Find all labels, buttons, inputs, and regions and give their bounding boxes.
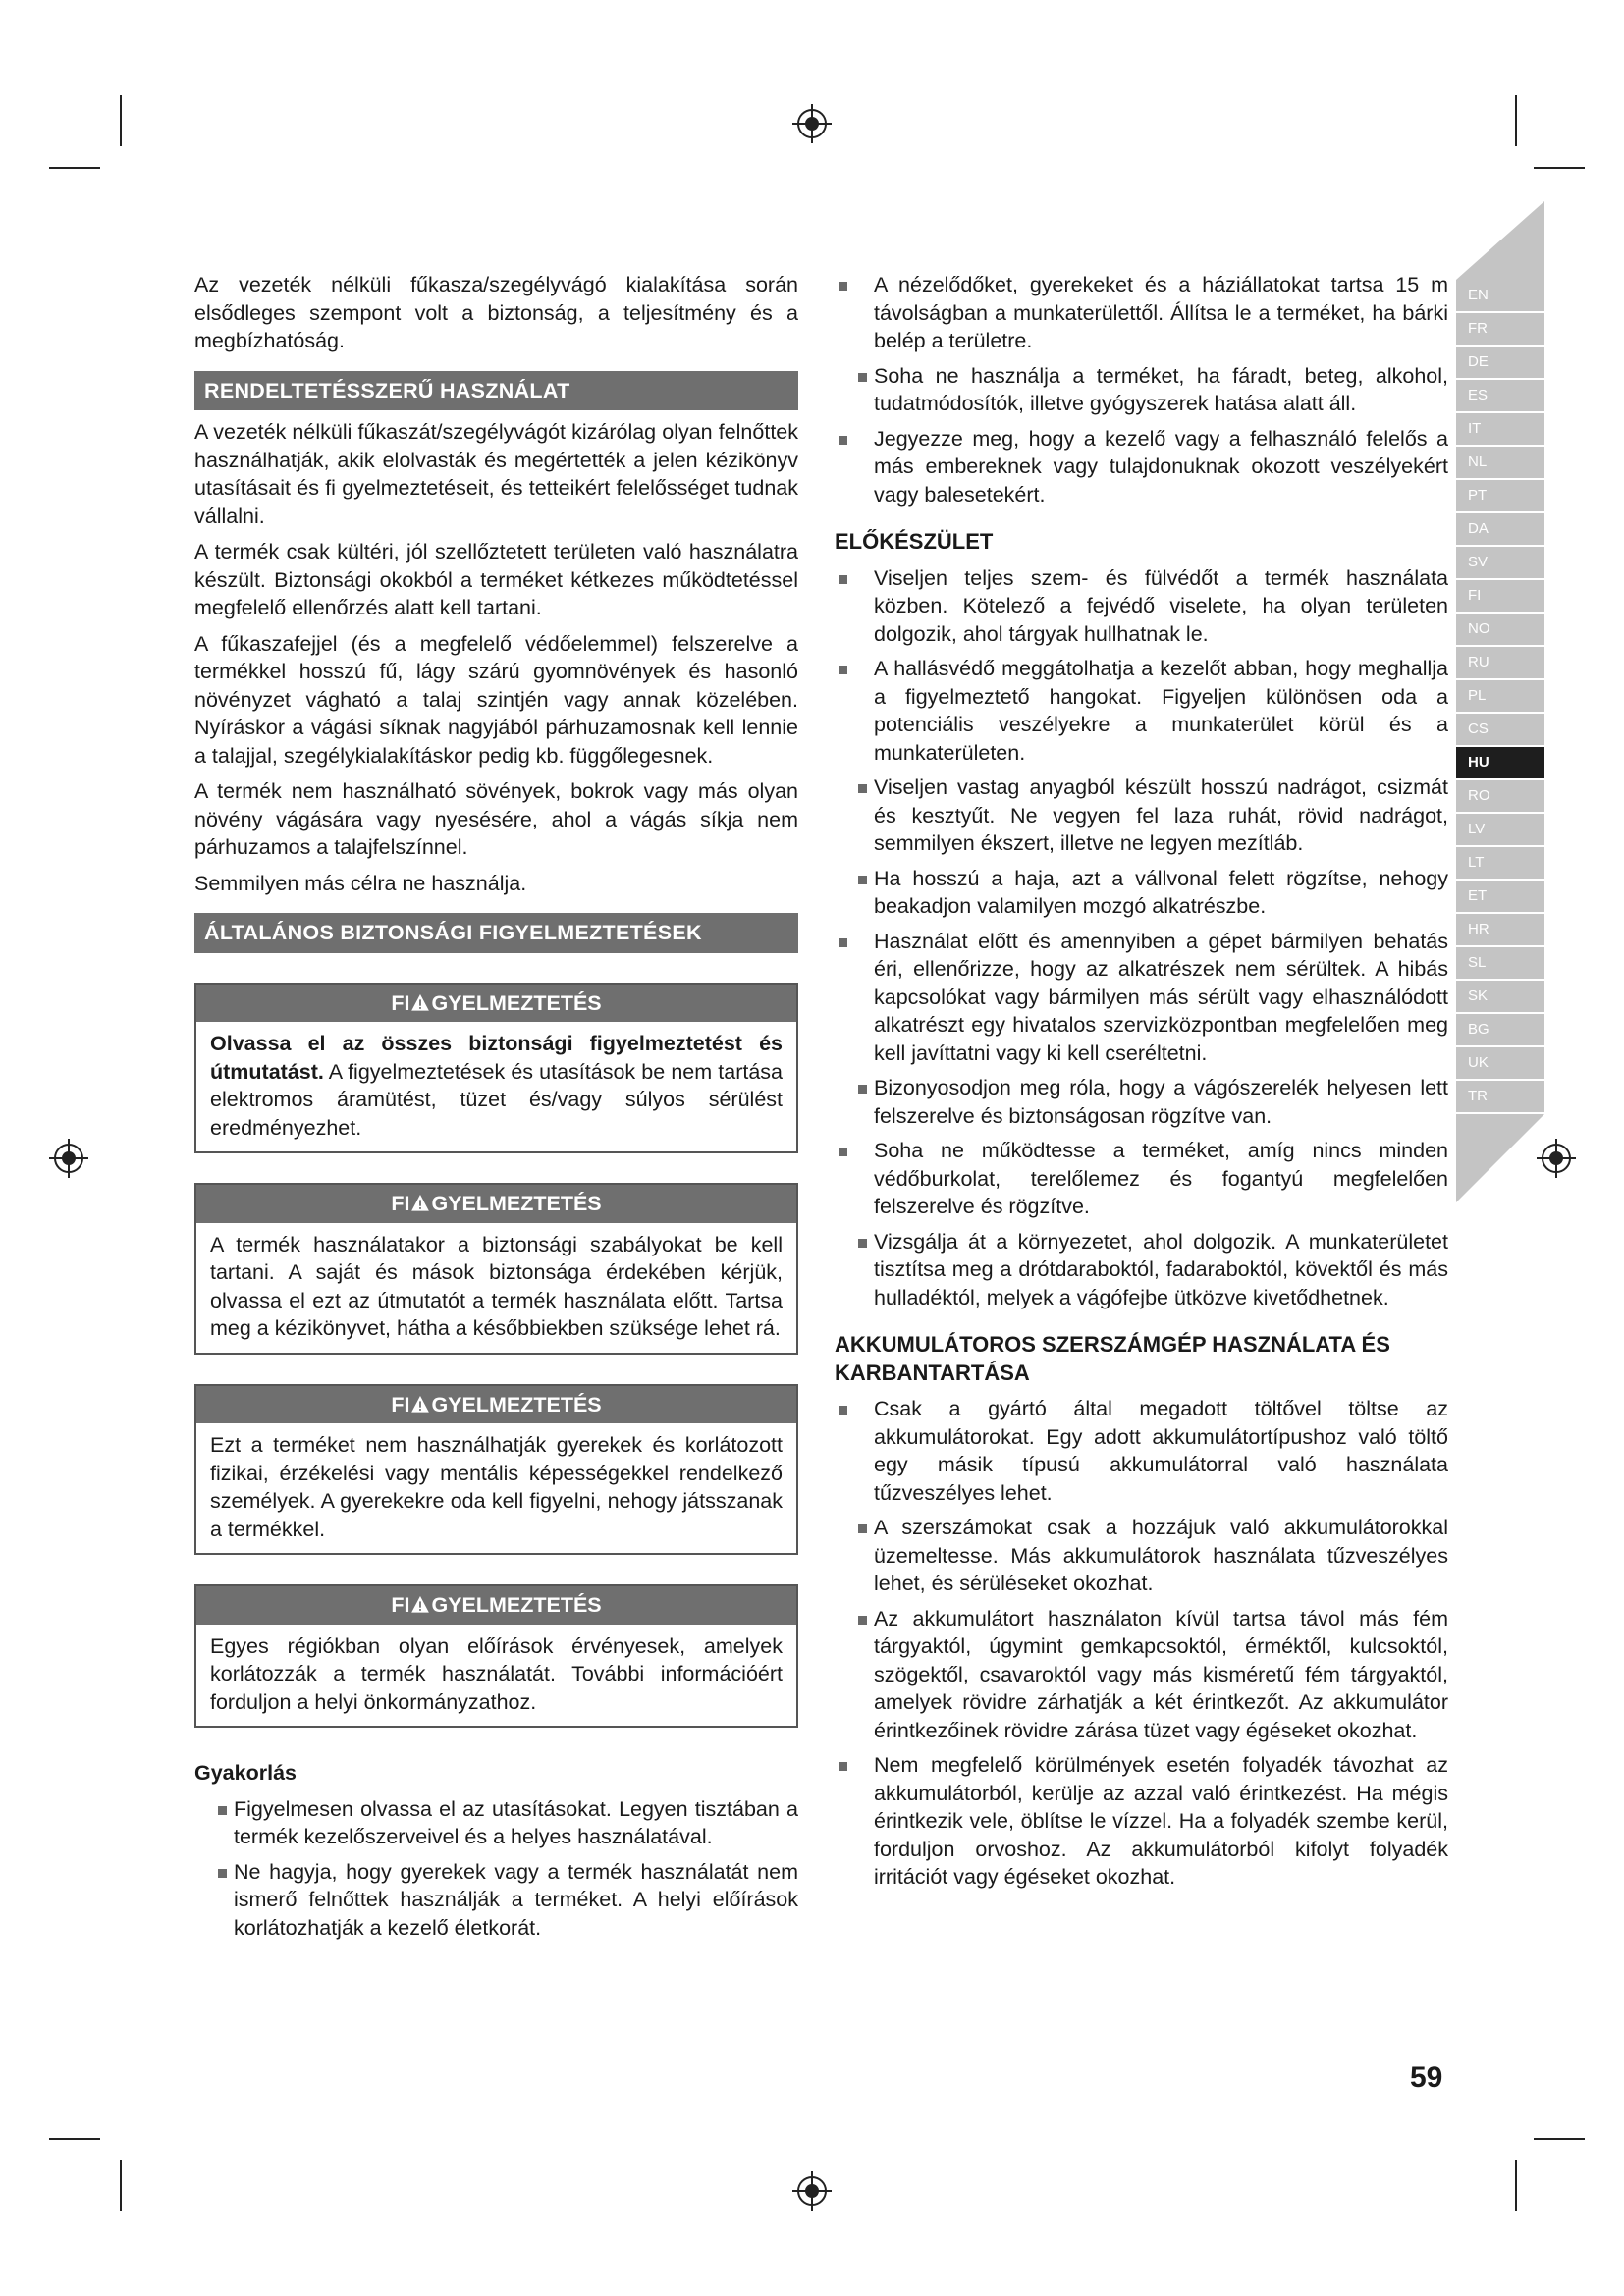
warning-triangle-icon [411,1195,429,1212]
crop-mark [120,95,122,146]
warning-body-text: Ezt a terméket nem használhatják gyerekek és korlátozott fizikai, érzékelési vagy mentális képességekkel rendelkező személyek. A gyerekekre oda kell figyelni, nehogy játsszanak a termékkel. [210,1433,783,1541]
warning-header [196,1586,796,1625]
list-item: Vizsgálja át a környezetet, ahol dolgozik. A munkaterületet tisztítsa meg a drótdaraboktól, fadaraboktól, kövektől és más hulladéktól, melyek a vágófejbe ütközve kivetődhetnek. [835,1228,1448,1312]
warning-box [194,1584,798,1728]
language-tab-sv: SV [1456,547,1544,578]
warning-header [196,1185,796,1223]
page-number: 59 [1410,2061,1443,2094]
paragraph: A termék nem használható sövények, bokrok vagy más olyan növény vágására vagy nyesésére, ahol a vágás síkja nem párhuzamos a talajfelszínnel. [194,779,798,859]
language-tab-pl: PL [1456,680,1544,712]
crop-mark [49,167,100,169]
language-tab-ro: RO [1456,780,1544,812]
left-column [194,271,798,1949]
practice-heading: Gyakorlás [194,1761,297,1785]
language-tab-da: DA [1456,513,1544,545]
preparation-list [835,564,1448,1312]
paragraph: Semmilyen más célra ne használja. [194,871,527,895]
warning-text [196,1625,796,1727]
list-item: Csak a gyártó által megadott töltővel töltse az akkumulátorokat. Egy adott akkumulátortípushoz való töltő egy másik típusú akkumulátorral való használata tűzveszélyes lehet. [835,1395,1448,1507]
language-tab-nl: NL [1456,447,1544,478]
language-tab-cs: CS [1456,714,1544,745]
warning-body-text: A termék használatakor a biztonsági szabályokat be kell tartani. A saját és mások biztonsága érdekében kérjük, olvassa el ezt az útmutatót a termék használata előtt. Tartsa meg a kézikönyvet, hátha a későbbiekben szüksége lehet rá. [210,1232,783,1340]
language-tab-bg: BG [1456,1014,1544,1045]
registration-mark-icon [792,2171,832,2211]
warning-text [196,1223,796,1353]
warning-box [194,1183,798,1355]
language-tab-hr: HR [1456,914,1544,945]
warning-box [194,983,798,1154]
warning-header [196,1386,796,1424]
bullet-list [835,271,1448,508]
paragraph: A vezeték nélküli fűkaszát/szegélyvágót kizárólag olyan felnőttek használhatják, akik elolvasták és megértették a jelen kézikönyv utasításait és fi gyelmeztetéseit, és tetteikért felelősséget tudnak vállalni. [194,420,798,528]
battery-heading: AKKUMULÁTOROS SZERSZÁMGÉP HASZNÁLATA ÉS KARBANTARTÁSA [835,1332,1390,1385]
warning-label-suffix: GYELMEZTETÉS [431,990,602,1015]
language-tabs [1456,280,1544,1114]
language-tab-sl: SL [1456,947,1544,979]
registration-mark-icon [49,1139,88,1178]
crop-mark [49,2138,100,2140]
language-tab-bottom [1456,1114,1544,1202]
warning-text [196,1022,796,1151]
right-column [835,271,1448,1898]
language-tab-lv: LV [1456,814,1544,845]
language-tab-no: NO [1456,614,1544,645]
warning-triangle-icon [411,1596,429,1614]
language-tab-de: DE [1456,347,1544,378]
warning-text [196,1423,796,1553]
list-item: Soha ne használja a terméket, ha fáradt, beteg, alkohol, tudatmódosítók, illetve gyógyszerek hatása alatt áll. [835,362,1448,418]
paragraph: A termék csak kültéri, jól szellőztetett területen való használatra készült. Biztonsági okokból a terméket kétkezes működtetéssel megfelelő ellenőrzés alatt kell tartani. [194,540,798,619]
registration-mark-icon [792,104,832,143]
battery-list [835,1395,1448,1892]
warning-label-suffix: GYELMEZTETÉS [431,1593,602,1617]
warning-label-suffix: GYELMEZTETÉS [431,1392,602,1416]
list-item: Viseljen teljes szem- és fülvédőt a termék használata közben. Kötelező a fejvédő viselete, ha olyan területen dolgozik, ahol tárgyak hullhatnak le. [835,564,1448,649]
language-tab-et: ET [1456,881,1544,912]
paragraph: A fűkaszafejjel (és a megfelelő védőelemmel) felszerelve a termékkel hosszú fű, lágy szárú gyomnövények és hasonló növényzet vágható a talaj szintjén vagy annak közelében. Nyíráskor a vágási síknak nagyjából párhuzamosnak kell lennie a talajjal, szegélykialakításkor pedig kb. függőlegesnek. [194,631,798,768]
list-item: A szerszámokat csak a hozzájuk való akkumulátorokkal üzemeltesse. Más akkumulátorok használata tűzveszélyes lehet, és sérüléseket okozhat. [835,1514,1448,1598]
preparation-heading: ELŐKÉSZÜLET [835,529,994,554]
language-tab-hu: HU [1456,747,1544,778]
language-tab-tr: TR [1456,1081,1544,1112]
language-tab-uk: UK [1456,1047,1544,1079]
crop-mark [120,2160,122,2211]
list-item: Nem megfelelő körülmények esetén folyadék távozhat az akkumulátorból, kerülje az azzal való érintkezést. Ha mégis érintkezik vele, öblítse le vízzel. Ha a folyadék szembe kerül, forduljon orvoshoz. Az akkumulátorból kifolyt folyadék irritációt vagy égéseket okozhat. [835,1751,1448,1892]
warning-box [194,1384,798,1556]
language-tab-fi: FI [1456,580,1544,612]
list-item: Jegyezze meg, hogy a kezelő vagy a felhasználó felelős a más embereknek vagy tulajdonuknak okozott veszélyekért vagy balesetekért. [835,425,1448,509]
language-tab-es: ES [1456,380,1544,411]
language-tab-pt: PT [1456,480,1544,511]
section-heading-intended-use: RENDELTETÉSSZERŰ HASZNÁLAT [194,371,798,411]
warning-body-text: Egyes régiókban olyan előírások érvényesek, amelyek korlátozzák a termék használatát. További információért forduljon a helyi önkormányzathoz. [210,1633,783,1714]
language-tab-en: EN [1456,280,1544,311]
warning-boxes [194,983,798,1729]
warning-body-text: A figyelmeztetések és utasítások be nem tartása elektromos áramütést, tüzet és/vagy súlyos sérülést eredményezhet. [210,1059,783,1140]
list-item: Soha ne működtesse a terméket, amíg nincs minden védőburkolat, terelőlemez és fogantyú megfelelően felszerelve és rögzítve. [835,1137,1448,1221]
language-tab-fr: FR [1456,313,1544,345]
section-heading-general-safety: ÁLTALÁNOS BIZTONSÁGI FIGYELMEZTETÉSEK [194,913,798,953]
warning-label-suffix: GYELMEZTETÉS [431,1192,602,1215]
list-item: A hallásvédő meggátolhatja a kezelőt abban, hogy meghallja a figyelmeztető hangokat. Figyeljen különösen oda a potenciális veszélyekre a munkaterület körül és a munkaterületen. [835,655,1448,767]
list-item: Bizonyosodjon meg róla, hogy a vágószerelék helyesen lett felszerelve és biztonságosan rögzítve van. [835,1074,1448,1130]
crop-mark [1534,167,1585,169]
language-tab-top [1456,201,1544,280]
crop-mark [1534,2138,1585,2140]
warning-label-prefix: FI [391,1593,410,1617]
language-tab-lt: LT [1456,847,1544,879]
warning-label-prefix: FI [391,990,410,1015]
warning-bold-text: Olvassa el az összes biztonsági figyelmeztetést és útmutatást. [210,1032,783,1084]
list-item: Figyelmesen olvassa el az utasításokat. Legyen tisztában a termék kezelőszerveivel és a helyes használatával. [194,1795,798,1851]
warning-triangle-icon [411,994,429,1012]
warning-header [196,985,796,1023]
intro-paragraph: Az vezeték nélküli fűkasza/szegélyvágó kialakítása során elsődleges szempont volt a biztonság, a teljesítmény és a megbízhatóság. [194,273,798,352]
warning-label-prefix: FI [391,1392,410,1416]
list-item: Ha hosszú a haja, azt a vállvonal felett rögzítse, nehogy beakadjon valamilyen mozgó alkatrészbe. [835,865,1448,921]
language-tab-ru: RU [1456,647,1544,678]
list-item: Viseljen vastag anyagból készült hosszú nadrágot, csizmát és kesztyűt. Ne vegyen fel laza ruhát, rövid nadrágot, semmilyen ékszert, illetve ne legyen mezítláb. [835,774,1448,858]
warning-triangle-icon [411,1396,429,1414]
crop-mark [1515,95,1517,146]
list-item: A nézelődőket, gyerekeket és a háziállatokat tartsa 15 m távolságban a munkaterülettől. Állítsa le a terméket, ha bárki belép a területre. [835,271,1448,355]
language-tab-it: IT [1456,413,1544,445]
crop-mark [1515,2160,1517,2211]
warning-label-prefix: FI [391,1192,410,1215]
language-tab-sk: SK [1456,981,1544,1012]
list-item: Használat előtt és amennyiben a gépet bármilyen behatás éri, ellenőrizze, hogy az alkatrészek nem sérültek. A hibás kapcsolókat vagy bármilyen más sérült vagy elhasználódott alkatrészt egy hivatalos szervizközpontban megfelelően meg kell javíttatni vagy ki kell cseréltetni. [835,928,1448,1068]
list-item: Az akkumulátort használaton kívül tartsa távol más fém tárgyaktól, úgymint gemkapcsoktól, érméktől, kulcsoktól, szögektől, csavaroktól vagy más kisméretű fém tárgyaktól, amelyek rövidre zárhatják a két érintkezőt. Az akkumulátor érintkezőinek rövidre zárása tüzet vagy égéseket okozhat. [835,1605,1448,1745]
list-item: Ne hagyja, hogy gyerekek vagy a termék használatát nem ismerő felnőttek használják a terméket. A helyi előírások korlátozhatják a kezelő életkorát. [194,1858,798,1943]
practice-list [194,1795,798,1943]
